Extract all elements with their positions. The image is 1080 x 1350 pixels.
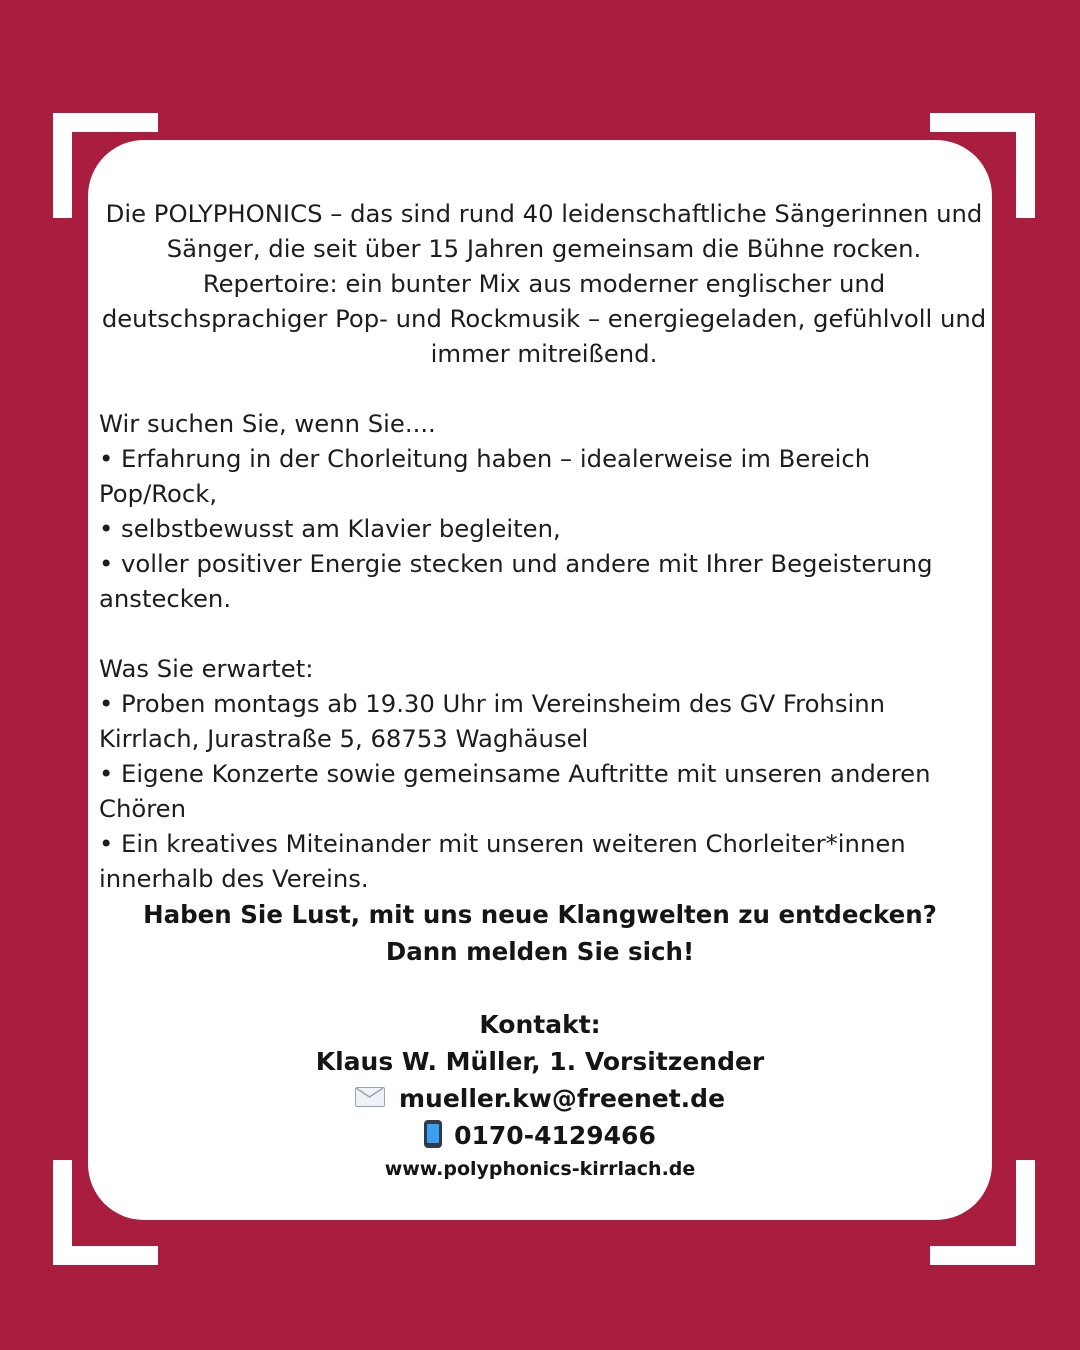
expect-item: • Ein kreatives Miteinander mit unseren weiteren Chorleiter*innen innerhalb des Vereins.: [99, 829, 906, 893]
search-section: [99, 406, 989, 616]
contact-block: [88, 1006, 992, 1184]
website-link[interactable]: www.polyphonics-kirrlach.de: [384, 1158, 696, 1180]
contact-email[interactable]: mueller.kw@freenet.de: [398, 1084, 726, 1113]
callout-line-1: Haben Sie Lust, mit uns neue Klangwelten zu entdecken?: [143, 900, 937, 929]
search-item: • selbstbewusst am Klavier begleiten,: [99, 514, 561, 543]
search-heading: Wir suchen Sie, wenn Sie....: [99, 409, 436, 438]
intro-paragraph: Die POLYPHONICS – das sind rund 40 leidenschaftliche Sängerinnen und Sänger, die seit über 15 Jahren gemeinsam die Bühne rocken. Repertoire: ein bunter Mix aus moderner englischer und deutschsprachiger Pop- und Rockmusik – energiegeladen, gefühlvoll und immer mitreißend.: [101, 199, 987, 368]
mobile-phone-icon: [424, 1120, 442, 1148]
expect-section: [99, 651, 989, 896]
contact-phone[interactable]: 0170-4129466: [454, 1121, 656, 1150]
contact-email-row: [88, 1080, 992, 1117]
expect-item: • Proben montags ab 19.30 Uhr im Vereinsheim des GV Frohsinn Kirrlach, Jurastraße 5, 68753 Waghäusel: [99, 689, 886, 753]
contact-person: Klaus W. Müller, 1. Vorsitzender: [315, 1047, 765, 1076]
call-to-action: [88, 896, 992, 970]
expect-heading: Was Sie erwartet:: [99, 654, 314, 683]
contact-label: Kontakt:: [479, 1010, 601, 1039]
envelope-icon: [355, 1087, 385, 1107]
main-text: [99, 196, 989, 896]
callout-line-2: Dann melden Sie sich!: [385, 937, 695, 966]
search-item: • voller positiver Energie stecken und andere mit Ihrer Begeisterung anstecken.: [99, 549, 933, 613]
search-item: • Erfahrung in der Chorleitung haben – idealerweise im Bereich Pop/Rock,: [99, 444, 871, 508]
expect-item: • Eigene Konzerte sowie gemeinsame Auftritte mit unseren anderen Chören: [99, 759, 931, 823]
contact-phone-row: [88, 1117, 992, 1154]
